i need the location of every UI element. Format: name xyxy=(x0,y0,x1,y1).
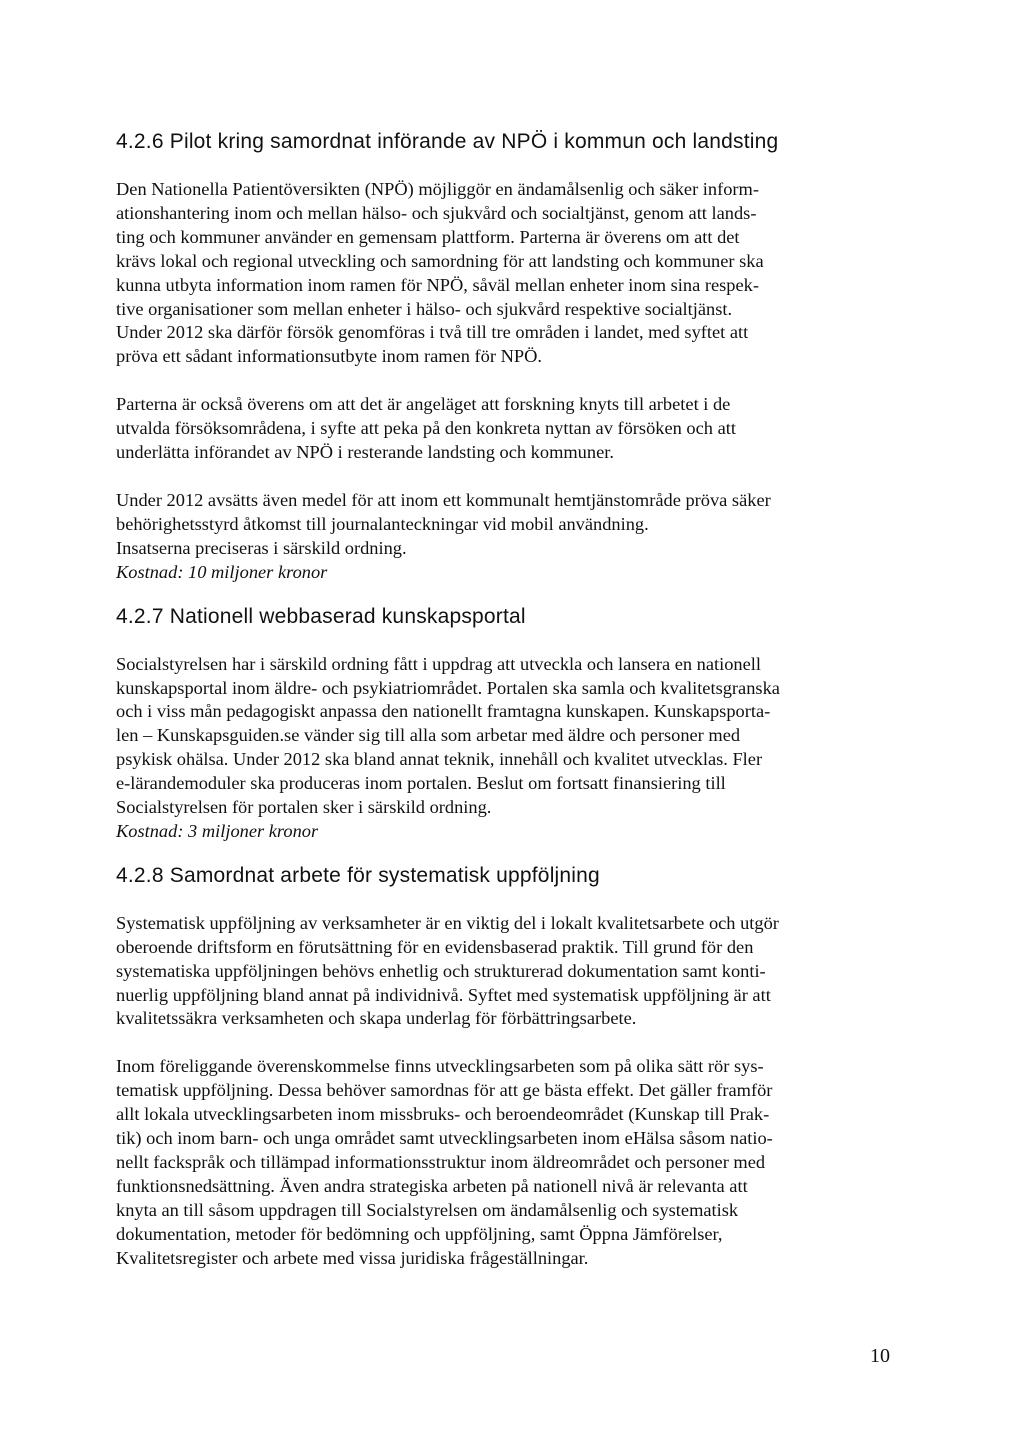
spacer xyxy=(116,465,906,489)
spacer xyxy=(116,1031,906,1055)
spacer xyxy=(116,844,906,862)
section-heading-4-2-8: 4.2.8 Samordnat arbete för systematisk uppföljning xyxy=(116,863,600,887)
spacer xyxy=(116,585,906,603)
paragraph-uppfoljning-intro: Systematisk uppföljning av verksamheter är en viktig del i lokalt kvalitetsarbete och utgör oberoende driftsform en förutsättning för en evidensbaserad praktik. Till grund för den systematiska uppföljningen behövs enhetlig och strukturerad dokumentation samt konti- nuerlig uppföljning bland annat på individnivå. Syftet med systematisk uppföljning är att kvalitetssäkra verksamheten och skapa underlag för förbättringsarbete. xyxy=(116,912,779,1029)
paragraph-npo-mobile: Under 2012 avsätts även medel för att inom ett kommunalt hemtjänstområde pröva säker behörighetsstyrd åtkomst till journalanteckningar vid mobil användning. Insatserna preciseras i särskild ordning. xyxy=(116,489,771,558)
section-heading-4-2-7: 4.2.7 Nationell webbaserad kunskapsportal xyxy=(116,604,526,628)
spacer xyxy=(116,369,906,393)
paragraph-npo-intro: Den Nationella Patientöversikten (NPÖ) möjliggör en ändamålsenlig och säker inform- ationshantering inom och mellan hälso- och sjukvård och socialtjänst, genom att lands- ting och kommuner använder en gemensam plattform. Parterna är överens om att det krävs lokal och regional utveckling och samordning för att landsting och kommuner ska kunna utbyta information inom ramen för NPÖ, såväl mellan enheter inom sina respek- tive organisationer som mellan enheter i hälso- och sjukvård respektive socialtjänst. Under 2012 ska därför försök genomföras i två till tre områden i landet, med syftet att pröva ett sådant informationsutbyte inom ramen för NPÖ. xyxy=(116,179,764,367)
cost-line-4-2-6: Kostnad: 10 miljoner kronor xyxy=(116,561,328,582)
paragraph-npo-research: Parterna är också överens om att det är angeläget att forskning knyts till arbetet i de utvalda försöksområdena, i syfte att peka på den konkreta nyttan av försöken och att underlätta införandet av NPÖ i resterande landsting och kommuner. xyxy=(116,394,736,463)
page-content xyxy=(116,128,906,1271)
paragraph-uppfoljning-samordning: Inom föreliggande överenskommelse finns utvecklingsarbeten som på olika sätt rör sys- tematisk uppföljning. Dessa behöver samordnas för att ge bästa effekt. Det gäller framför allt lokala utvecklingsarbeten inom missbruks- och beroendeområdet (Kunskap till Prak- tik) och inom barn- och unga området samt utvecklingsarbeten inom eHälsa såsom natio- nellt fackspråk och tillämpad informationsstruktur inom äldreområdet och personer med funktionsnedsättning. Även andra strategiska arbeten på nationell nivå är relevanta att knyta an till såsom uppdragen till Socialstyrelsen om ändamålsenlig och systematisk dokumentation, metoder för bedömning och uppföljning, samt Öppna Jämförelser, Kvalitetsregister och arbete med vissa juridiska frågeställningar. xyxy=(116,1056,773,1268)
cost-line-4-2-7: Kostnad: 3 miljoner kronor xyxy=(116,820,319,841)
section-heading-4-2-6: 4.2.6 Pilot kring samordnat införande av NPÖ i kommun och landsting xyxy=(116,130,779,153)
paragraph-kunskapsportal: Socialstyrelsen har i särskild ordning fått i uppdrag att utveckla och lansera en nationell kunskapsportal inom äldre- och psykiatriområdet. Portalen ska samla och kvalitetsgranska och i viss mån pedagogiskt anpassa den nationellt framtagna kunskapen. Kunskapsporta- len – Kunskapsguiden.se vänder sig till alla som arbetar med äldre och personer med psykisk ohälsa. Under 2012 ska bland annat teknik, innehåll och kvalitet utvecklas. Fler e-lärandemoduler ska produceras inom portalen. Beslut om fortsatt finansiering till Socialstyrelsen för portalen sker i särskild ordning. xyxy=(116,653,780,818)
page-number: 10 xyxy=(870,1345,890,1367)
